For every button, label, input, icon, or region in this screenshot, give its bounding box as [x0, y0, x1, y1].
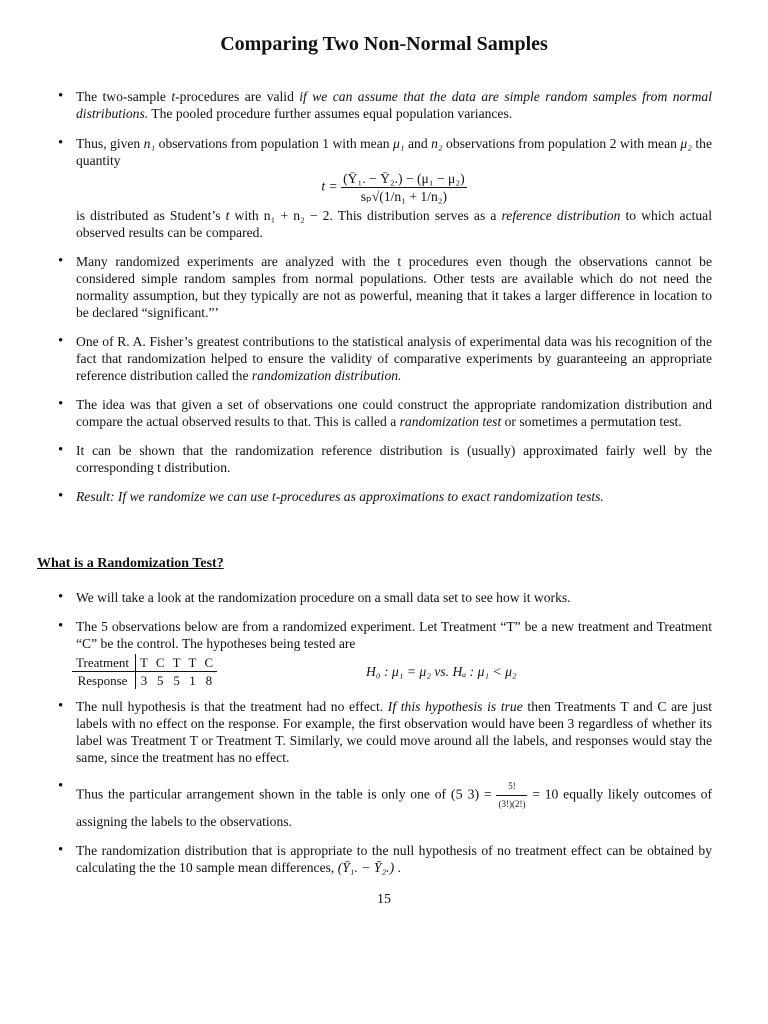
bullet-null-hypothesis: • The null hypothesis is that the treatment had no effect. If this hypothesis is true then Treatments T and C are just labels with no effect on the response. For example, the first observation would have been 3 regardless of whether its label was Treatment T or Treatment T. Similarly, we could move around all the labels, and responses would stay the same, since the treatment has no effect. [56, 698, 712, 766]
table-cell: T [188, 655, 197, 670]
table-cell: T [139, 655, 148, 670]
bullet-fisher: • One of R. A. Fisher’s greatest contributions to the statistical analysis of experimental data was his recognition of the fact that randomization helped to ensure the validity of comparative experiments by guaranteeing an appropriate reference distribution called the randomization distribution. [56, 333, 712, 384]
table-cell: Treatment [72, 654, 135, 672]
t-statistic-formula: t = $\frac{\text{(Ȳ₁. − Ȳ₂.) − (μ₁ − μ₂)}}{\text{sₚ√(1/n₁ + 1/n₂)}}$ [321, 171, 465, 204]
table-row [72, 672, 217, 690]
table-cell: T [172, 655, 181, 670]
bullet-observations: • The 5 observations below are from a randomized experiment. Let Treatment “T” be a new treatment and Treatment “C” be the control. The hypotheses being tested are Treatment T C T T C Response 3 5 5 1 8 H₀ : μ₁ = μ₂ vs. Hₐ : μ₁ < μ₂ [56, 618, 712, 690]
bullet-result: • Result: If we randomize we can use t-procedures as approximations to exact randomization tests. [56, 488, 712, 505]
table-cell: C [155, 655, 165, 670]
bullet-t-procedures: • The two-sample t-procedures are valid if we can assume that the data are simple random samples from normal distributions. The pooled procedure further assumes equal population variances. [56, 88, 712, 122]
table-cell: 8 [201, 672, 218, 690]
hypotheses: H₀ : μ₁ = μ₂ vs. Hₐ : μ₁ < μ₂ [366, 664, 517, 679]
bullet-randomization-distribution: • The randomization distribution that is appropriate to the null hypothesis of no treatment effect can be obtained by calculating the the 10 sample mean differences, (Ȳ₁. − Ȳ₂.) . [56, 842, 712, 876]
bullet-equally-likely: • Thus the particular arrangement shown in the table is only one of (5 3) = $\frac{5!}{(3!)(2!)}$ = 10 equally likely outcomes of assigning the labels to the observations. [56, 778, 712, 830]
table-cell: 3 [135, 672, 151, 690]
table-cell: C [204, 655, 214, 670]
bullet-small-data-set: • We will take a look at the randomization procedure on a small data set to see how it works. [56, 589, 712, 606]
table-row [72, 654, 217, 672]
table-cell: 5 [152, 672, 169, 690]
bullet-randomization-test: • The idea was that given a set of observations one could construct the appropriate randomization distribution and compare the actual observed results to that. This is called a randomization test or sometimes a permutation test. [56, 396, 712, 430]
section-heading: What is a Randomization Test? [37, 556, 224, 571]
data-table [72, 654, 217, 689]
bullet-randomized-experiments: • Many randomized experiments are analyzed with the t procedures even though the observations cannot be considered simple random samples from normal populations. Other tests are available which do not need the normality assumption, but they typically are not as powerful, meaning that it takes a larger difference in location to be declared “significant.”’ [56, 253, 712, 321]
page-number: 15 [377, 892, 391, 907]
bullet-approximation: • It can be shown that the randomization reference distribution is (usually) approximated fairly well by the corresponding t distribution. [56, 442, 712, 476]
page-title: Comparing Two Non-Normal Samples [220, 33, 548, 55]
table-cell: Response [72, 672, 135, 690]
table-cell: 1 [185, 672, 201, 690]
bullet-list-randomization [56, 589, 712, 876]
table-cell: 5 [169, 672, 185, 690]
bullet-list-intro [56, 88, 712, 505]
bullet-quantity: • Thus, given n₁ observations from population 1 with mean μ₁ and n₂ observations from population 2 with mean μ₂ the quantity t = $\frac{\text{(Ȳ₁. − Ȳ₂.) − (μ₁ − μ₂)}}{\text{sₚ√(1/n₁ + 1/n₂)}}$ is distributed as Student’s t with n₁ + n₂ − 2. This distribution serves as a reference distribution to which actual observed results can be compared. [56, 135, 712, 241]
